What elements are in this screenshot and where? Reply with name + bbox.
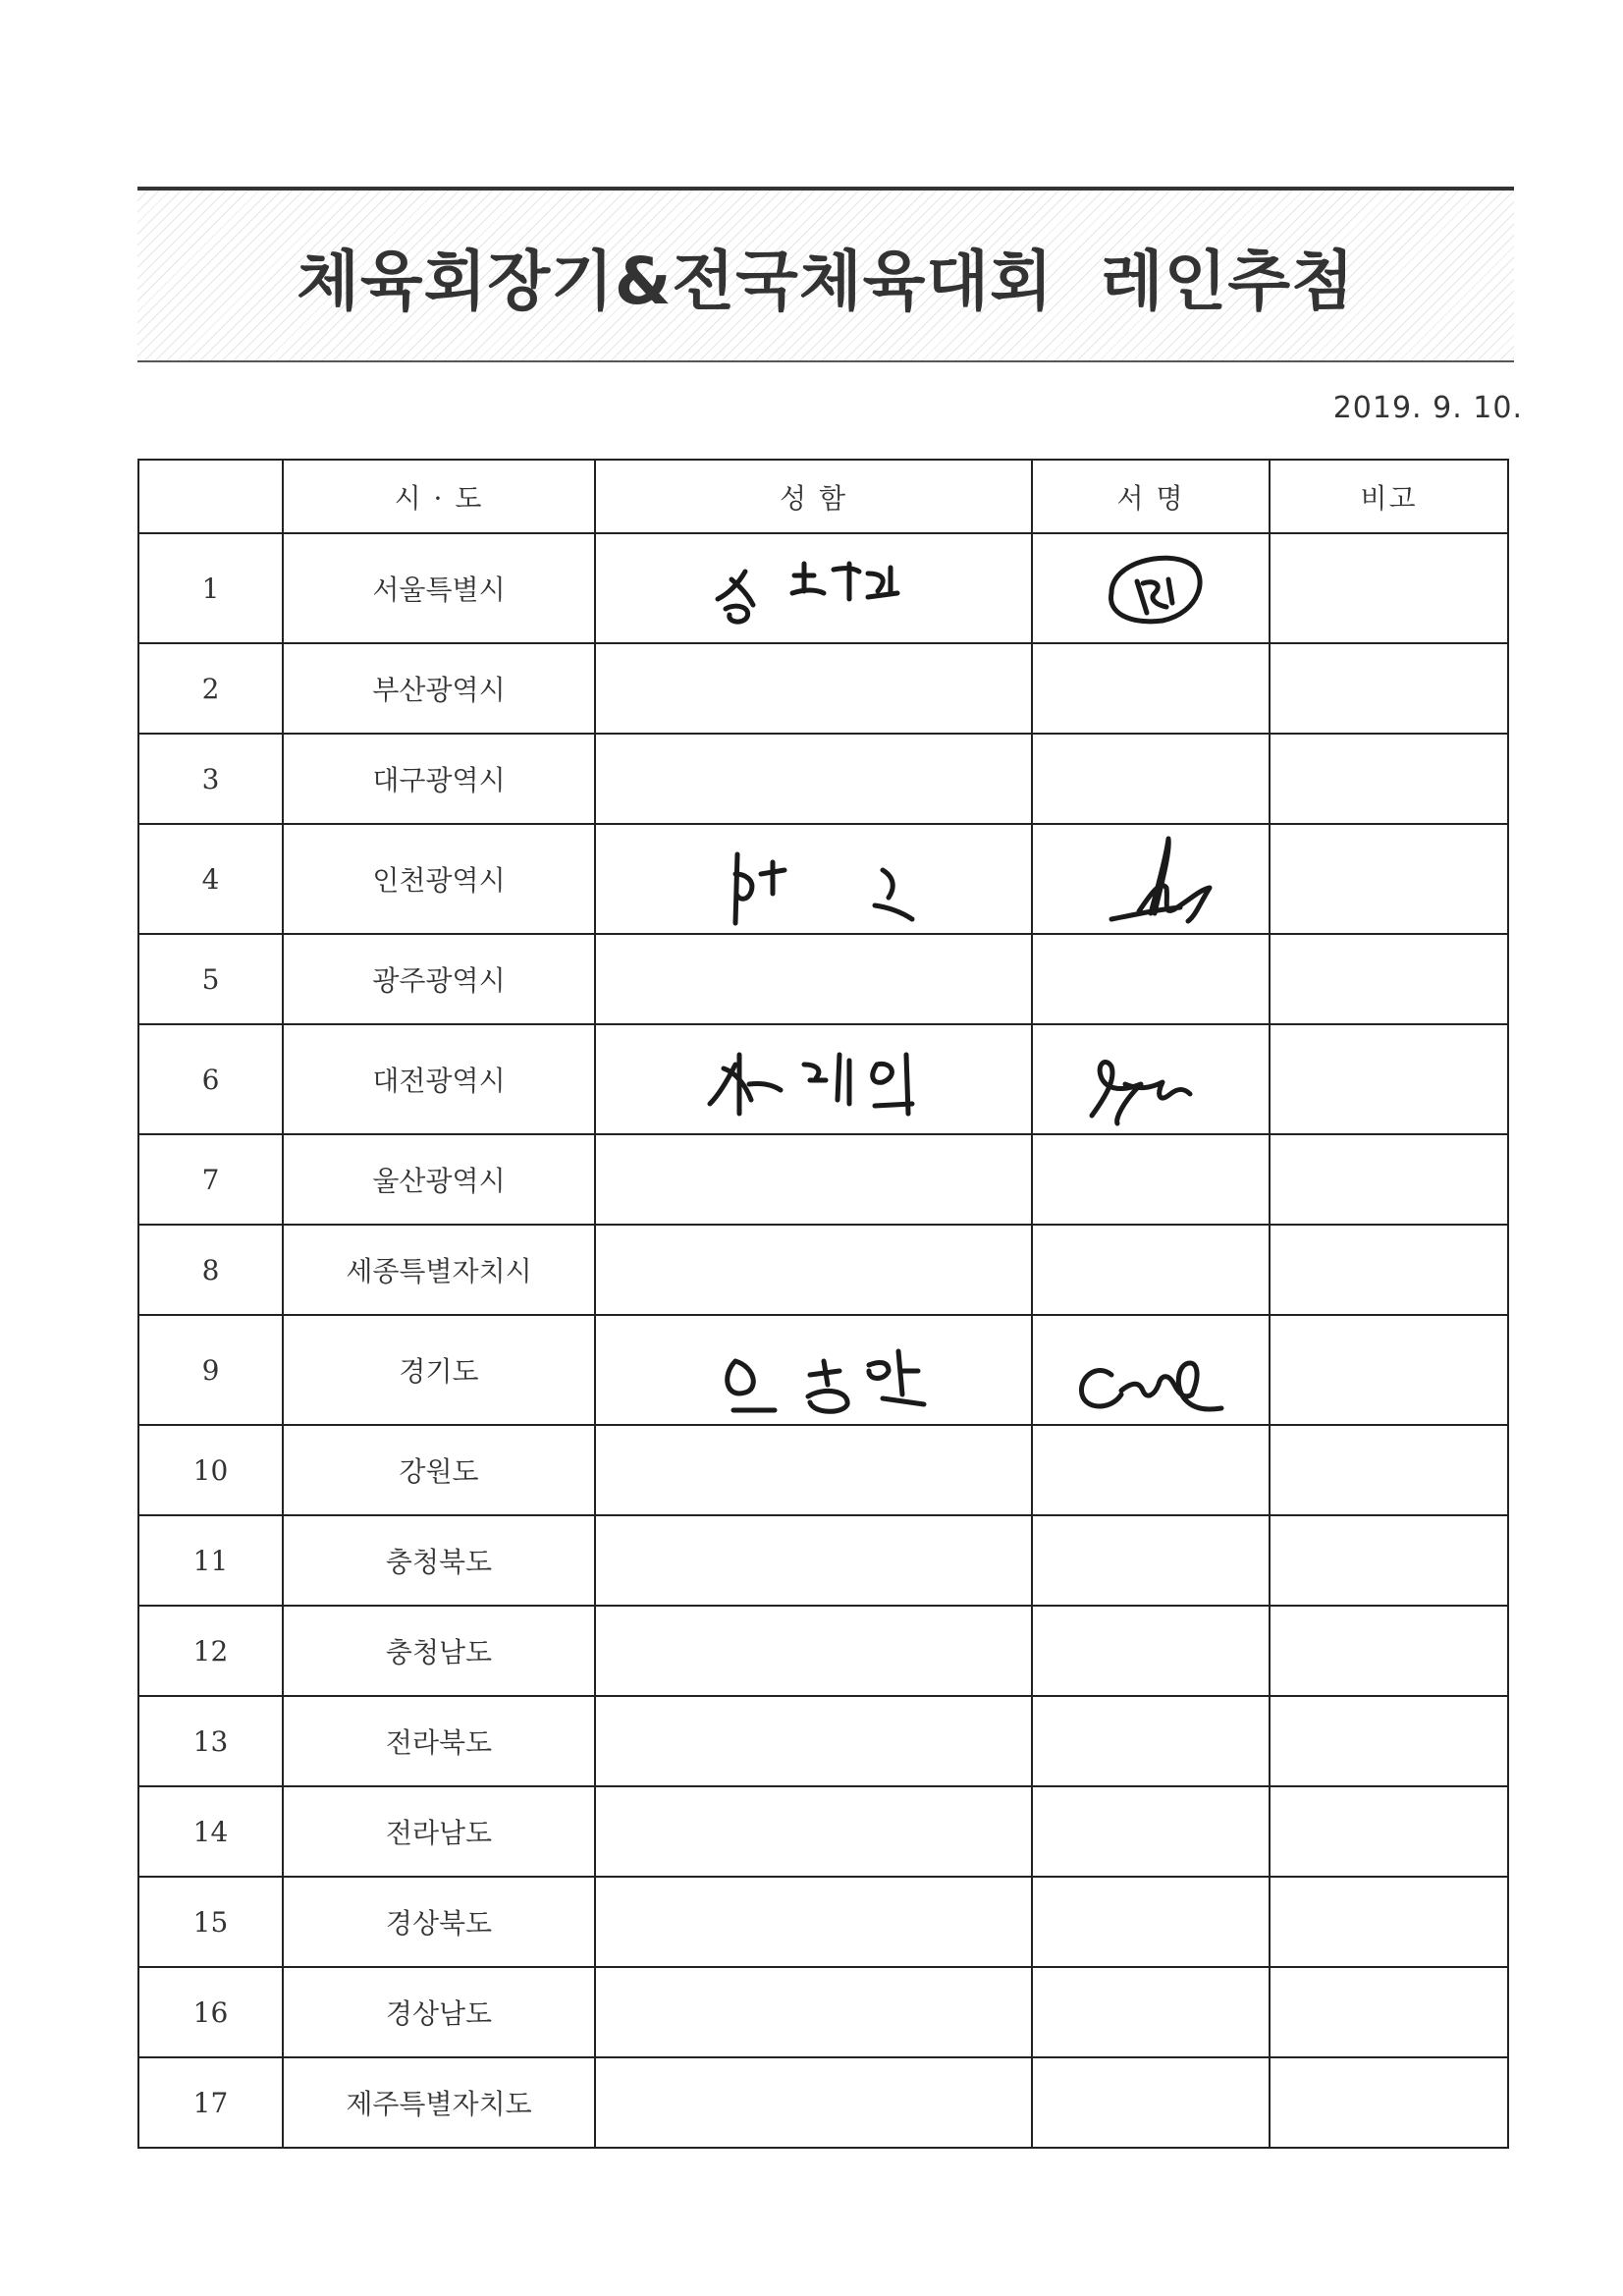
row-number: 11 xyxy=(138,1515,283,1606)
table-row xyxy=(138,1877,1508,1967)
signature-cell xyxy=(1032,1515,1270,1606)
signature-cell xyxy=(1032,1024,1270,1134)
name-cell xyxy=(595,934,1032,1024)
name-cell xyxy=(595,1315,1032,1425)
name-cell xyxy=(595,1606,1032,1696)
row-number: 2 xyxy=(138,643,283,734)
header-no xyxy=(138,460,283,533)
name-cell xyxy=(595,1225,1032,1315)
region-cell: 경상남도 xyxy=(283,1967,595,2057)
handwriting-stroke xyxy=(875,905,912,919)
signature-cell xyxy=(1032,643,1270,734)
region-cell: 전라북도 xyxy=(283,1696,595,1786)
signature-cell xyxy=(1032,1696,1270,1786)
signature-cell xyxy=(1032,1786,1270,1877)
handwriting-stroke xyxy=(726,606,748,622)
handwriting-stroke xyxy=(735,854,752,923)
table-row xyxy=(138,2057,1508,2148)
handwritten-name xyxy=(667,534,961,642)
region-cell: 대구광역시 xyxy=(283,734,595,824)
row-number: 6 xyxy=(138,1024,283,1134)
name-cell xyxy=(595,734,1032,824)
signature-cell xyxy=(1032,1315,1270,1425)
header-name: 성 함 xyxy=(595,460,1032,533)
region-cell: 충청북도 xyxy=(283,1515,595,1606)
signature-cell xyxy=(1032,1425,1270,1515)
row-number: 5 xyxy=(138,934,283,1024)
document-title: 체육회장기&전국체육대회 레인추첨 xyxy=(297,244,1355,319)
row-number: 12 xyxy=(138,1606,283,1696)
signature-mark xyxy=(1053,1025,1249,1133)
row-number: 13 xyxy=(138,1696,283,1786)
region-cell: 광주광역시 xyxy=(283,934,595,1024)
table-row xyxy=(138,1225,1508,1315)
row-number: 4 xyxy=(138,824,283,934)
handwriting-stroke xyxy=(872,1055,911,1114)
handwriting-stroke xyxy=(1137,579,1172,613)
region-cell: 경기도 xyxy=(283,1315,595,1425)
name-cell xyxy=(595,1515,1032,1606)
handwriting-stroke xyxy=(834,564,859,599)
note-cell xyxy=(1270,1877,1508,1967)
document-date: 2019. 9. 10. xyxy=(1332,391,1523,425)
table-row xyxy=(138,934,1508,1024)
row-number: 10 xyxy=(138,1425,283,1515)
table-row xyxy=(138,1696,1508,1786)
handwriting-stroke xyxy=(804,1055,849,1104)
row-number: 16 xyxy=(138,1967,283,2057)
name-cell xyxy=(595,1967,1032,2057)
table-row xyxy=(138,643,1508,734)
note-cell xyxy=(1270,734,1508,824)
handwriting-stroke xyxy=(710,1055,781,1114)
note-cell xyxy=(1270,824,1508,934)
note-cell xyxy=(1270,1134,1508,1225)
handwritten-name xyxy=(667,1025,961,1133)
handwriting-stroke xyxy=(792,564,824,593)
row-number: 15 xyxy=(138,1877,283,1967)
note-cell xyxy=(1270,1786,1508,1877)
table-row xyxy=(138,1425,1508,1515)
region-cell: 세종특별자치시 xyxy=(283,1225,595,1315)
header-signature: 서 명 xyxy=(1032,460,1270,533)
table-row xyxy=(138,1134,1508,1225)
note-cell xyxy=(1270,1315,1508,1425)
row-number: 9 xyxy=(138,1315,283,1425)
name-cell xyxy=(595,1425,1032,1515)
signature-mark xyxy=(1053,1316,1249,1424)
handwriting-stroke xyxy=(727,1361,753,1394)
region-cell: 서울특별시 xyxy=(283,533,595,643)
region-cell: 부산광역시 xyxy=(283,643,595,734)
row-number: 17 xyxy=(138,2057,283,2148)
signature-cell xyxy=(1032,1134,1270,1225)
table-row xyxy=(138,1515,1508,1606)
name-cell xyxy=(595,533,1032,643)
signature-cell xyxy=(1032,734,1270,824)
row-number: 14 xyxy=(138,1786,283,1877)
note-cell xyxy=(1270,1696,1508,1786)
note-cell xyxy=(1270,934,1508,1024)
table-row xyxy=(138,1967,1508,2057)
signature-mark xyxy=(1053,534,1249,642)
table-row xyxy=(138,1024,1508,1134)
table-row xyxy=(138,1315,1508,1425)
note-cell xyxy=(1270,1967,1508,2057)
row-number: 8 xyxy=(138,1225,283,1315)
handwriting-stroke xyxy=(1092,1063,1190,1123)
note-cell xyxy=(1270,533,1508,643)
name-cell xyxy=(595,824,1032,934)
region-cell: 전라남도 xyxy=(283,1786,595,1877)
signature-cell xyxy=(1032,1967,1270,2057)
handwriting-stroke xyxy=(1111,839,1210,921)
table-header-row xyxy=(138,460,1508,533)
row-number: 3 xyxy=(138,734,283,824)
table-row xyxy=(138,1786,1508,1877)
header-region: 시 · 도 xyxy=(283,460,595,533)
name-cell xyxy=(595,1134,1032,1225)
table-row xyxy=(138,533,1508,643)
signature-cell xyxy=(1032,2057,1270,2148)
name-cell xyxy=(595,2057,1032,2148)
signature-cell xyxy=(1032,934,1270,1024)
handwriting-stroke xyxy=(731,579,753,605)
handwriting-stroke xyxy=(761,862,784,894)
note-cell xyxy=(1270,2057,1508,2148)
lane-draw-table xyxy=(137,459,1509,2149)
signature-cell xyxy=(1032,824,1270,934)
note-cell xyxy=(1270,1606,1508,1696)
note-cell xyxy=(1270,1024,1508,1134)
signature-cell xyxy=(1032,1877,1270,1967)
handwriting-stroke xyxy=(808,1361,847,1411)
table-row xyxy=(138,824,1508,934)
handwriting-stroke xyxy=(869,1351,924,1404)
table-row xyxy=(138,734,1508,824)
region-cell: 대전광역시 xyxy=(283,1024,595,1134)
signature-cell xyxy=(1032,533,1270,643)
region-cell: 제주특별자치도 xyxy=(283,2057,595,2148)
signature-cell xyxy=(1032,1606,1270,1696)
handwriting-stroke xyxy=(883,870,893,898)
region-cell: 경상북도 xyxy=(283,1877,595,1967)
name-cell xyxy=(595,643,1032,734)
row-number: 7 xyxy=(138,1134,283,1225)
note-cell xyxy=(1270,643,1508,734)
signature-cell xyxy=(1032,1225,1270,1315)
region-cell: 울산광역시 xyxy=(283,1134,595,1225)
handwriting-stroke xyxy=(868,568,897,597)
note-cell xyxy=(1270,1225,1508,1315)
region-cell: 강원도 xyxy=(283,1425,595,1515)
note-cell xyxy=(1270,1425,1508,1515)
header-note: 비고 xyxy=(1270,460,1508,533)
title-band xyxy=(137,187,1514,362)
note-cell xyxy=(1270,1515,1508,1606)
table-body xyxy=(138,533,1508,2148)
region-cell: 충청남도 xyxy=(283,1606,595,1696)
name-cell xyxy=(595,1786,1032,1877)
name-cell xyxy=(595,1696,1032,1786)
signature-mark xyxy=(1053,825,1249,933)
row-number: 1 xyxy=(138,533,283,643)
region-cell: 인천광역시 xyxy=(283,824,595,934)
handwriting-stroke xyxy=(1081,1363,1221,1409)
handwritten-name xyxy=(667,1316,961,1424)
table-row xyxy=(138,1606,1508,1696)
handwritten-name xyxy=(667,825,961,933)
name-cell xyxy=(595,1877,1032,1967)
name-cell xyxy=(595,1024,1032,1134)
